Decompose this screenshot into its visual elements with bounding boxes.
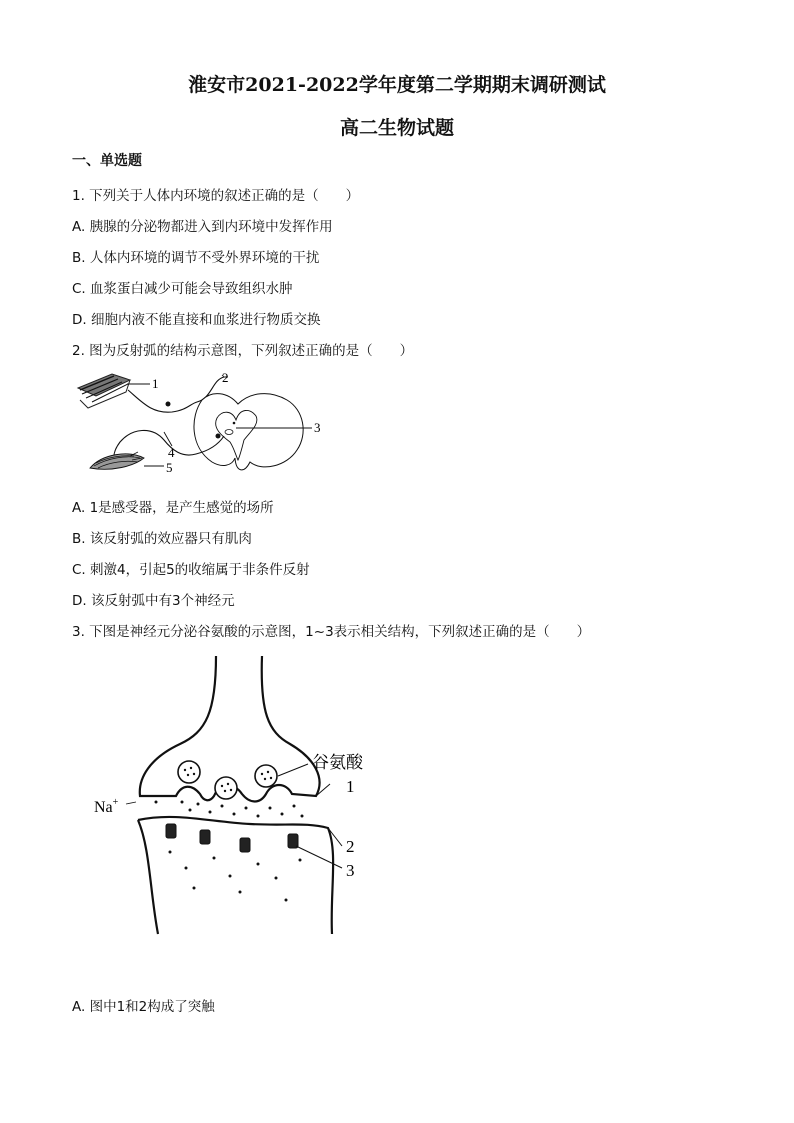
reflex-label-4: 4 [168,445,175,460]
question-1-option-d: D. 细胞内液不能直接和血浆进行物质交换 [72,312,321,328]
sodium-label: Na+ [94,797,119,816]
question-2-option-c: C. 刺激4，引起5的收缩属于非条件反射 [72,562,310,578]
question-1-stem: 1. 下列关于人体内环境的叙述正确的是（ ） [72,188,360,204]
receptor-channels [166,824,298,852]
spinal-cord-drawing [194,394,303,470]
exam-subtitle: 高二生物试题 [339,117,454,139]
question-2-stem: 2. 图为反射弧的结构示意图，下列叙述正确的是（ ） [72,343,414,359]
question-2-option-d: D. 该反射弧中有3个神经元 [72,593,235,609]
glutamate-dots [155,801,304,902]
question-2-option-b: B. 该反射弧的效应器只有肌肉 [72,531,252,547]
skin-receptor-drawing [78,374,130,408]
reflex-label-2: 2 [222,370,229,385]
question-3-stem: 3. 下图是神经元分泌谷氨酸的示意图，1~3表示相关结构，下列叙述正确的是（ ） [72,624,591,640]
synapse-label-1: 1 [346,777,355,796]
synapse-label-3: 3 [346,861,355,880]
question-2-option-a: A. 1是感受器，是产生感觉的场所 [72,500,274,516]
exam-title: 淮安市2021-2022学年度第二学期期末调研测试 [188,74,606,96]
reflex-label-5: 5 [166,460,173,475]
synapse-figure [90,652,420,942]
muscle-effector-drawing [90,452,144,469]
glutamate-label: 谷氨酸 [312,753,363,772]
question-1-option-c: C. 血浆蛋白减少可能会导致组织水肿 [72,281,293,297]
question-3-option-a: A. 图中1和2构成了突触 [72,999,215,1015]
question-1-option-a: A. 胰腺的分泌物都进入到内环境中发挥作用 [72,219,333,235]
question-1-option-b: B. 人体内环境的调节不受外界环境的干扰 [72,250,320,266]
section-heading: 一、单选题 [72,153,142,169]
reflex-arc-figure [72,362,332,482]
reflex-label-1: 1 [152,376,159,391]
synapse-label-2: 2 [346,837,355,856]
reflex-label-3: 3 [314,420,321,435]
synaptic-vesicles [178,761,277,799]
